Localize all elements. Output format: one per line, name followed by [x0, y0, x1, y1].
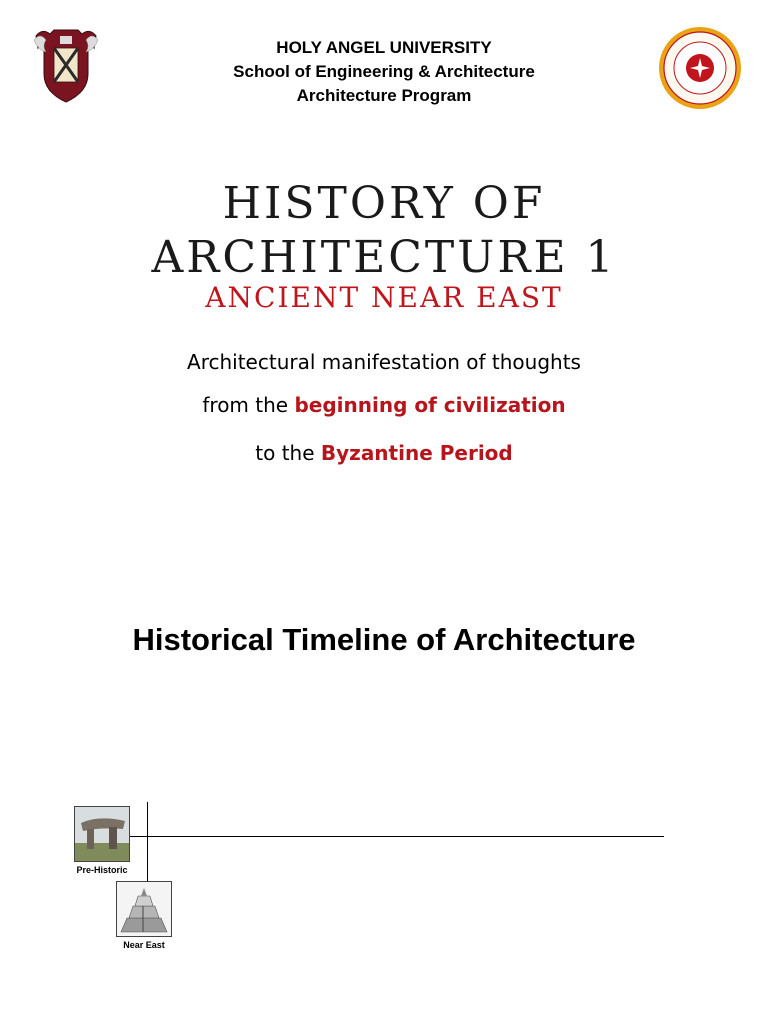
- description-line2-prefix: from the: [202, 393, 289, 417]
- school-seal-logo: [658, 26, 742, 110]
- course-title-line2: ARCHITECTURE 1: [151, 232, 617, 283]
- dolmen-icon: [74, 806, 130, 862]
- description-line2-highlight: beginning of civilization: [294, 393, 566, 417]
- timeline-heading: Historical Timeline of Architecture: [132, 622, 636, 657]
- ziggurat-icon: [116, 881, 172, 937]
- header-block: [0, 36, 768, 108]
- timeline-horizontal-line: [128, 836, 664, 837]
- program-name: Architecture Program: [296, 86, 472, 105]
- description-line1: Architectural manifestation of thoughts: [187, 350, 581, 374]
- university-name: HOLY ANGEL UNIVERSITY: [276, 38, 492, 57]
- description-line3-prefix: to the: [255, 441, 315, 465]
- timeline-label-prehistoric: Pre-Historic: [76, 865, 128, 875]
- timeline-label-near-east: Near East: [123, 940, 165, 950]
- school-name: School of Engineering & Architecture: [233, 62, 535, 81]
- description-line2: [0, 391, 768, 419]
- course-subtitle: ANCIENT NEAR EAST: [205, 281, 563, 314]
- description-line3-highlight: Byzantine Period: [320, 441, 513, 465]
- course-title-line1: HISTORY OF: [222, 178, 546, 229]
- description-line3: [0, 439, 768, 467]
